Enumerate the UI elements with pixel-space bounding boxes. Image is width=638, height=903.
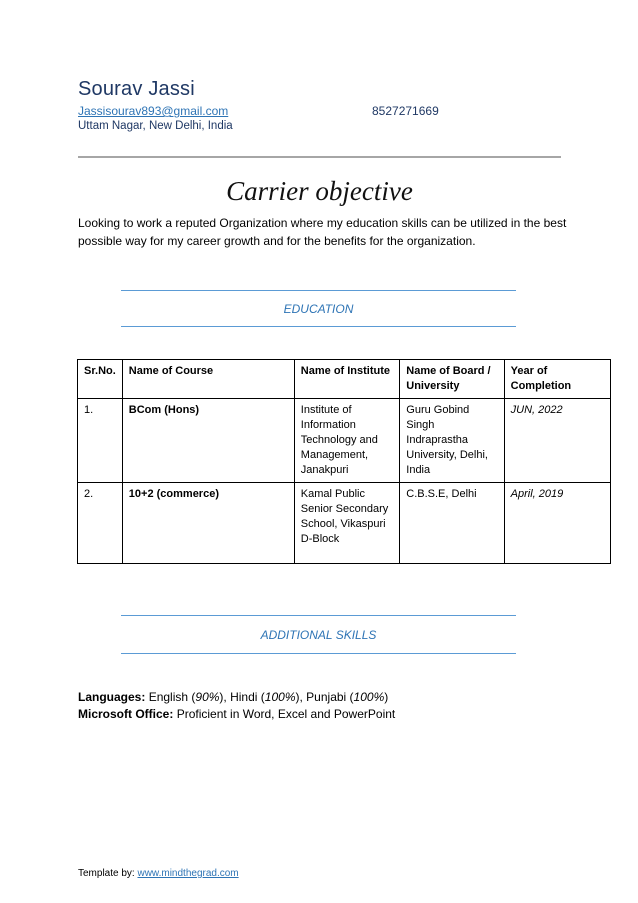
footer xyxy=(78,868,239,879)
cell-board: Guru Gobind Singh Indraprastha University, Delhi, India xyxy=(400,399,504,483)
email-link[interactable]: Jassisourav893@gmail.com xyxy=(78,104,229,118)
phone-number: 8527271669 xyxy=(372,104,439,118)
cell-institute: Institute of Information Technology and Management, Janakpuri xyxy=(294,399,399,483)
footer-label: Template by: xyxy=(78,868,135,879)
col-header: Sr.No. xyxy=(78,360,123,399)
col-header: Name of Institute xyxy=(294,360,399,399)
language: Hindi xyxy=(230,690,258,704)
header-divider xyxy=(78,156,561,158)
cell-sr: 1. xyxy=(78,399,123,483)
skills-rule-top xyxy=(121,615,516,616)
col-header: Name of Course xyxy=(122,360,294,399)
language-level: 100% xyxy=(264,690,296,704)
language: English xyxy=(148,690,189,704)
address: Uttam Nagar, New Delhi, India xyxy=(78,120,233,132)
skills-title: ADDITIONAL SKILLS xyxy=(260,628,377,642)
education-table xyxy=(77,359,611,564)
candidate-name: Sourav Jassi xyxy=(78,78,195,100)
education-rule-top xyxy=(121,290,516,291)
languages-line: Languages: English (90%), Hindi (100%), Punjabi (100%) xyxy=(78,690,389,704)
language-level: 90% xyxy=(195,690,220,704)
table-row xyxy=(78,399,611,483)
education-title: EDUCATION xyxy=(283,302,354,316)
cell-year: JUN, 2022 xyxy=(504,399,610,483)
language: Punjabi xyxy=(306,690,347,704)
col-header: Name of Board / University xyxy=(400,360,504,399)
objective-text: Looking to work a reputed Organization where my education skills can be utilized in the best possible way for my career growth and for the benefits for the organization. xyxy=(78,216,567,248)
cell-course: 10+2 (commerce) xyxy=(122,483,294,564)
cell-year: April, 2019 xyxy=(504,483,610,564)
education-rule-bottom xyxy=(121,326,516,327)
skills-rule-bottom xyxy=(121,653,516,654)
language-level: 100% xyxy=(353,690,385,704)
cell-course: BCom (Hons) xyxy=(122,399,294,483)
table-row xyxy=(78,483,611,564)
cell-institute: Kamal Public Senior Secondary School, Vikaspuri D-Block xyxy=(294,483,399,564)
footer-link[interactable]: www.mindthegrad.com xyxy=(137,868,239,879)
office-text: Proficient in Word, Excel and PowerPoint xyxy=(176,707,396,721)
office-line xyxy=(78,706,395,723)
skills-list xyxy=(78,689,395,723)
cell-sr: 2. xyxy=(78,483,123,564)
cell-board: C.B.S.E, Delhi xyxy=(400,483,504,564)
office-label: Microsoft Office: xyxy=(78,707,174,721)
objective-title: Carrier objective xyxy=(226,176,413,206)
languages-label: Languages: xyxy=(78,690,146,704)
table-header-row xyxy=(78,360,611,399)
col-header: Year of Completion xyxy=(504,360,610,399)
